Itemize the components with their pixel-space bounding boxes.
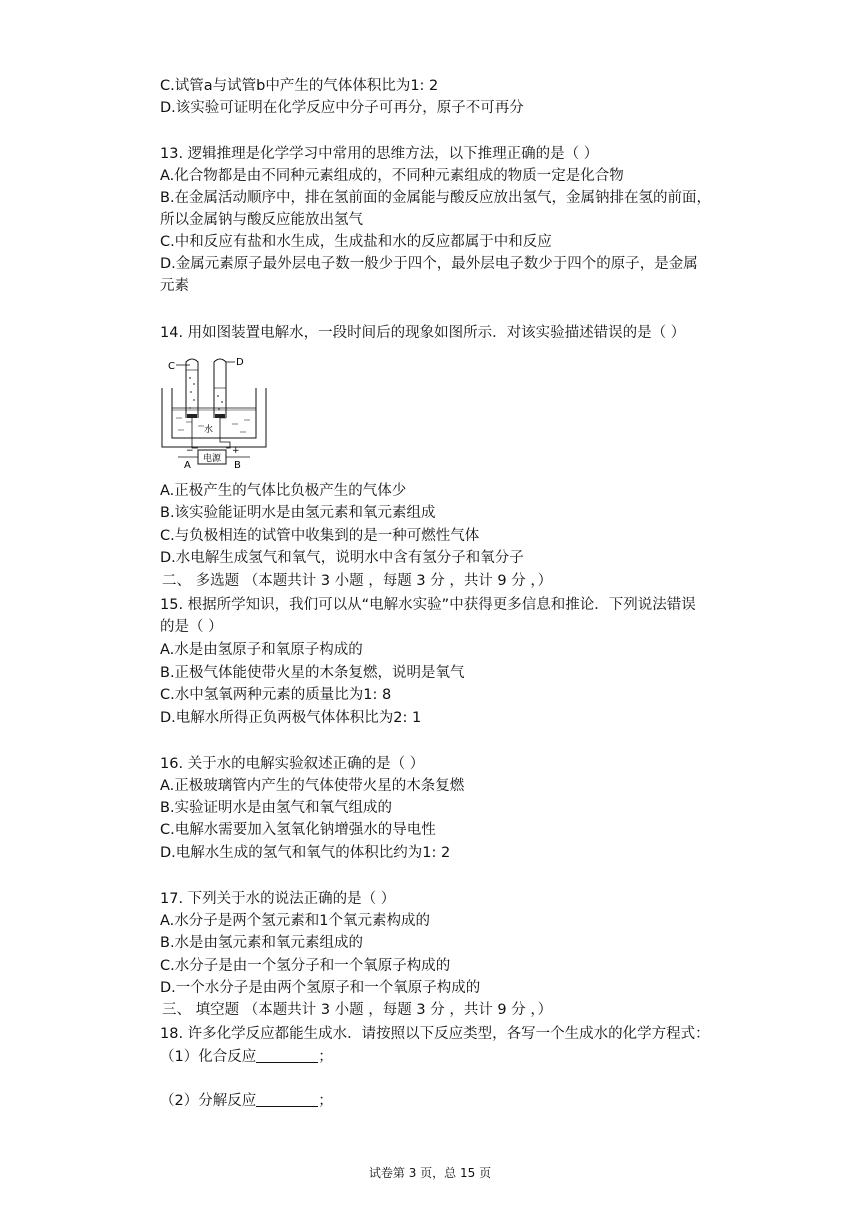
label-c: C <box>168 361 175 372</box>
label-d: D <box>236 357 244 368</box>
q14-option-b: B.该实验能证明水是由氢元素和氧元素组成 <box>160 505 436 521</box>
q16-option-c: C.电解水需要加入氢氧化钠增强水的导电性 <box>160 822 436 838</box>
minus-sign: − <box>186 446 194 456</box>
q18-part-1 <box>160 1047 333 1067</box>
q13-option-c: C.中和反应有盐和水生成，生成盐和水的反应都属于中和反应 <box>160 234 552 250</box>
q15-option-a: A.水是由氢原子和氧原子构成的 <box>160 642 363 658</box>
q13-option-a: A.化合物都是由不同种元素组成的，不同种元素组成的物质一定是化合物 <box>160 168 624 184</box>
q18-part-2-label: （2）分解反应 <box>160 1093 257 1109</box>
electrolysis-apparatus-figure <box>158 352 270 470</box>
q15-option-d: D.电解水所得正负两极气体体积比为2: 1 <box>160 710 422 726</box>
q14-stem: 14. 用如图装置电解水，一段时间后的现象如图所示．对该实验描述错误的是（ ） <box>160 325 686 341</box>
q14-option-d: D.水电解生成氢气和氧气，说明水中含有氢分子和氧分子 <box>160 550 524 566</box>
q17-option-a: A.水分子是两个氢元素和1个氧元素构成的 <box>160 913 430 929</box>
label-water: 水 <box>204 425 214 435</box>
q13-option-b-line2: 所以金属钠与酸反应能放出氢气 <box>160 212 363 228</box>
q18-semicolon-2: ； <box>318 1093 333 1109</box>
q12-option-d: D.该实验可证明在化学反应中分子可再分，原子不可再分 <box>160 100 524 116</box>
q17-stem: 17. 下列关于水的说法正确的是（ ） <box>160 891 396 907</box>
q16-option-b: B.实验证明水是由氢气和氧气组成的 <box>160 800 393 816</box>
q14-option-a: A.正极产生的气体比负极产生的气体少 <box>160 483 407 499</box>
q17-option-c: C.水分子是由一个氢分子和一个氧原子构成的 <box>160 958 451 974</box>
section-3-header: 三、 填空题 （本题共计 3 小题 ，每题 3 分 ，共计 9 分 ，） <box>162 1002 553 1018</box>
q12-option-c: C.试管a与试管b中产生的气体体积比为1: 2 <box>160 78 439 94</box>
page-footer: 试卷第 3 页，总 15 页 <box>368 1166 492 1180</box>
plus-sign: + <box>232 446 240 456</box>
q18-part-1-label: （1）化合反应 <box>160 1049 257 1065</box>
q18-stem: 18. 许多化学反应都能生成水．请按照以下反应类型，各写一个生成水的化学方程式： <box>160 1026 710 1042</box>
q13-option-d-line2: 元素 <box>160 278 189 294</box>
section-2-header: 二、 多选题 （本题共计 3 小题 ，每题 3 分 ，共计 9 分 ，） <box>162 573 553 589</box>
q14-option-c: C.与负极相连的试管中收集到的是一种可燃性气体 <box>160 528 480 544</box>
q15-stem-line2: 的是（ ） <box>160 619 223 635</box>
label-b: B <box>234 460 241 470</box>
q18-semicolon-1: ； <box>318 1049 333 1065</box>
q13-stem: 13. 逻辑推理是化学学习中常用的思维方法，以下推理正确的是（ ） <box>160 146 599 162</box>
q17-option-d: D.一个水分子是由两个氢原子和一个氧原子构成的 <box>160 980 481 996</box>
q15-option-b: B.正极气体能使带火星的木条复燃，说明是氧气 <box>160 665 465 681</box>
q13-option-b-line1: B.在金属活动顺序中，排在氢前面的金属能与酸反应放出氢气，金属钠排在氢的前面， <box>160 190 712 206</box>
q15-option-c: C.水中氢氧两种元素的质量比为1: 8 <box>160 687 392 703</box>
q16-option-d: D.电解水生成的氢气和氧气的体积比约为1: 2 <box>160 845 451 861</box>
q15-stem-line1: 15. 根据所学知识，我们可以从“电解水实验”中获得更多信息和推论．下列说法错误 <box>160 597 696 613</box>
q18-answer-blank-1[interactable] <box>256 1048 318 1063</box>
power-source-label: 电源 <box>203 454 222 464</box>
q18-part-2 <box>160 1091 333 1111</box>
q18-answer-blank-2[interactable] <box>256 1092 318 1107</box>
label-a: A <box>184 460 191 470</box>
q17-option-b: B.水是由氢元素和氧元素组成的 <box>160 935 364 951</box>
q16-option-a: A.正极玻璃管内产生的气体使带火星的木条复燃 <box>160 778 465 794</box>
q16-stem: 16. 关于水的电解实验叙述正确的是（ ） <box>160 756 425 772</box>
q13-option-d-line1: D.金属元素原子最外层电子数一般少于四个，最外层电子数少于四个的原子，是金属 <box>160 256 698 272</box>
